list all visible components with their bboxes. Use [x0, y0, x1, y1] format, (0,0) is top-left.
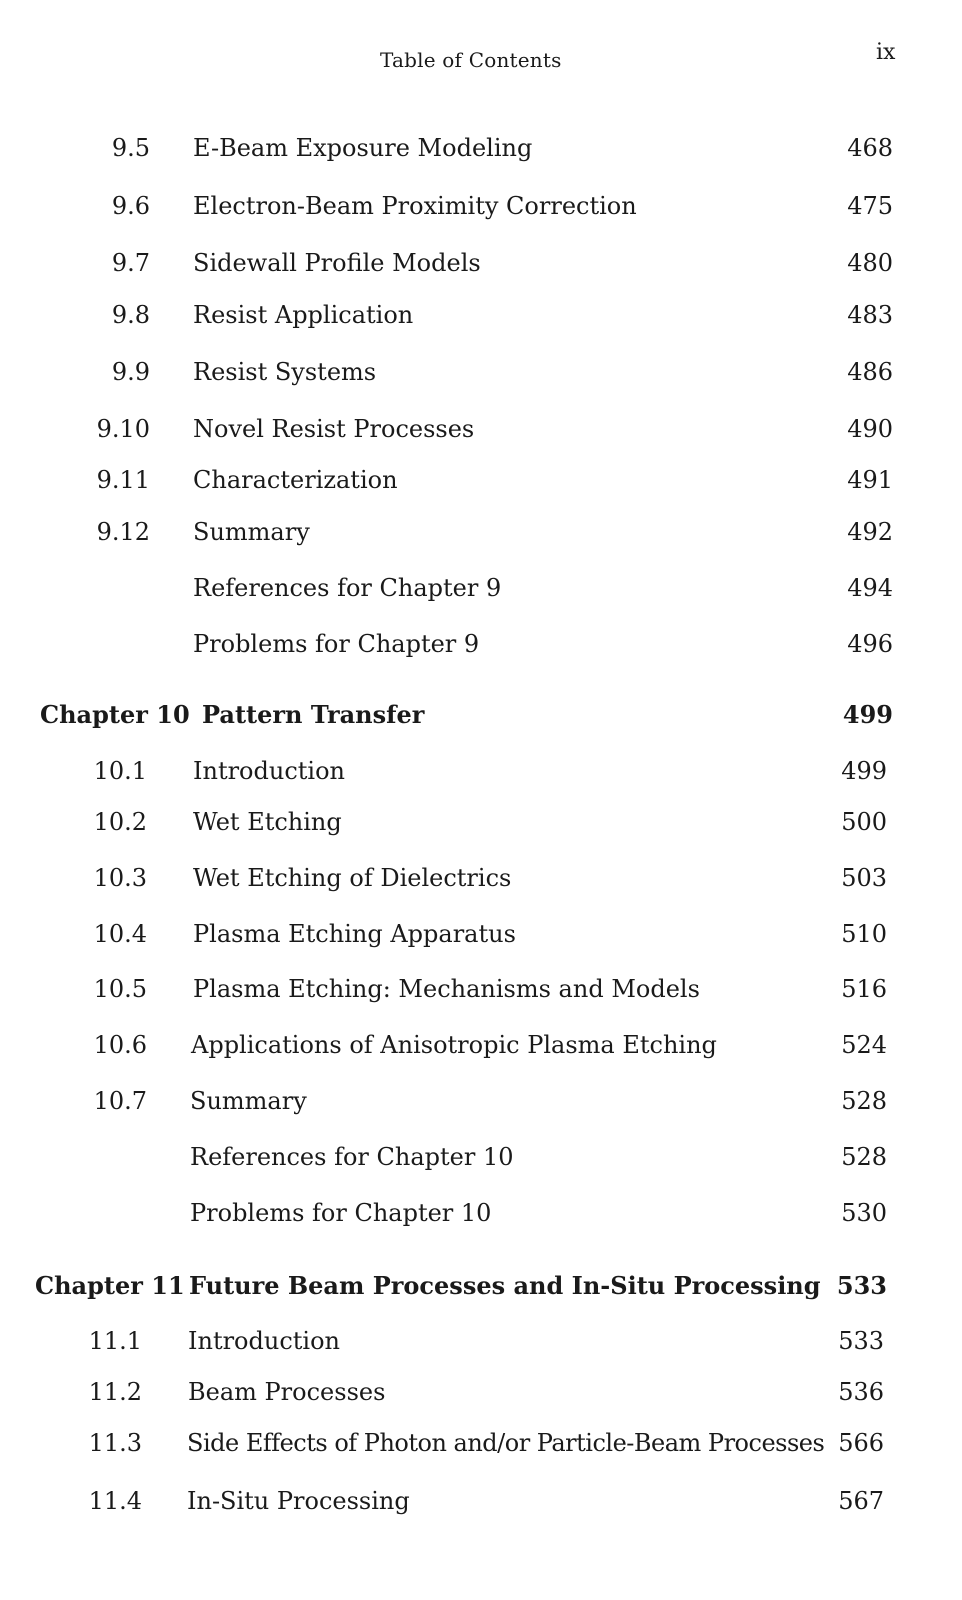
section-page: 516	[841, 975, 887, 1003]
chapter-label: Chapter 10	[40, 700, 190, 729]
section-title: Resist Application	[193, 301, 414, 329]
section-number: 10.5	[93, 975, 147, 1003]
section-number: 9.9	[111, 358, 150, 386]
section-number: 11.3	[88, 1429, 142, 1457]
toc-entry	[0, 1027, 962, 1063]
section-title: Beam Processes	[188, 1378, 386, 1406]
toc-entry	[0, 1374, 962, 1410]
section-number: 9.10	[96, 415, 150, 443]
section-page: 530	[841, 1199, 887, 1227]
toc-entry	[0, 354, 962, 390]
toc-entry	[0, 130, 962, 166]
toc-entry	[0, 514, 962, 550]
section-title: Side Effects of Photon and/or Particle-Beam Processes	[187, 1429, 825, 1457]
section-page: 524	[841, 1031, 887, 1059]
section-number: 9.7	[111, 249, 150, 277]
section-number: 11.1	[88, 1327, 142, 1355]
toc-entry	[0, 245, 962, 281]
section-title: Plasma Etching Apparatus	[193, 920, 516, 948]
chapter-label: Chapter 11	[35, 1271, 185, 1300]
section-page: 496	[847, 630, 893, 658]
section-number: 10.1	[93, 757, 147, 785]
section-number: 10.2	[93, 808, 147, 836]
section-title: Sidewall Profile Models	[193, 249, 481, 277]
section-title: Characterization	[193, 466, 398, 494]
section-title: Problems for Chapter 10	[190, 1199, 492, 1227]
section-number: 11.2	[88, 1378, 142, 1406]
section-page: 475	[847, 192, 893, 220]
section-title: Wet Etching	[193, 808, 342, 836]
section-title: Introduction	[193, 757, 345, 785]
section-number: 9.5	[111, 134, 150, 162]
toc-entry	[0, 297, 962, 333]
section-title: Summary	[193, 518, 310, 546]
section-page: 528	[841, 1143, 887, 1171]
chapter-heading	[0, 697, 962, 733]
section-page: 490	[847, 415, 893, 443]
section-title: Electron-Beam Proximity Correction	[193, 192, 637, 220]
chapter-page: 499	[842, 700, 893, 729]
section-page: 492	[847, 518, 893, 546]
section-title: Summary	[190, 1087, 307, 1115]
section-page: 510	[841, 920, 887, 948]
section-page: 533	[838, 1327, 884, 1355]
section-number: 10.3	[93, 864, 147, 892]
toc-entry	[0, 1323, 962, 1359]
chapter-heading	[0, 1268, 962, 1304]
toc-entry	[0, 916, 962, 952]
section-page: 494	[847, 574, 893, 602]
section-page: 491	[847, 466, 893, 494]
section-title: References for Chapter 10	[190, 1143, 514, 1171]
section-page: 500	[841, 808, 887, 836]
section-page: 566	[838, 1429, 884, 1457]
section-number: 11.4	[88, 1487, 142, 1515]
toc-entry	[0, 1425, 962, 1461]
section-number: 10.6	[93, 1031, 147, 1059]
section-page: 483	[847, 301, 893, 329]
chapter-page: 533	[836, 1271, 887, 1300]
section-title: Applications of Anisotropic Plasma Etching	[191, 1031, 717, 1059]
running-head-title: Table of Contents	[380, 48, 562, 72]
section-page: 536	[838, 1378, 884, 1406]
toc-entry	[0, 1195, 962, 1231]
section-number: 10.4	[93, 920, 147, 948]
section-title: E-Beam Exposure Modeling	[193, 134, 533, 162]
section-title: Resist Systems	[193, 358, 377, 386]
section-title: References for Chapter 9	[193, 574, 502, 602]
section-page: 567	[838, 1487, 884, 1515]
section-page: 503	[841, 864, 887, 892]
section-page: 499	[841, 757, 887, 785]
section-title: In-Situ Processing	[187, 1487, 410, 1515]
chapter-title: Future Beam Processes and In-Situ Processing	[189, 1271, 821, 1300]
toc-entry	[0, 1083, 962, 1119]
section-title: Novel Resist Processes	[193, 415, 475, 443]
toc-entry	[0, 804, 962, 840]
toc-entry	[0, 753, 962, 789]
section-number: 9.12	[96, 518, 150, 546]
toc-entry	[0, 626, 962, 662]
toc-entry	[0, 860, 962, 896]
toc-entry	[0, 462, 962, 498]
section-page: 486	[847, 358, 893, 386]
section-page: 528	[841, 1087, 887, 1115]
section-number: 9.11	[96, 466, 150, 494]
section-title: Plasma Etching: Mechanisms and Models	[193, 975, 700, 1003]
section-page: 480	[847, 249, 893, 277]
toc-entry	[0, 570, 962, 606]
section-page: 468	[847, 134, 893, 162]
toc-entry	[0, 411, 962, 447]
page-number: ix	[876, 40, 896, 65]
section-title: Problems for Chapter 9	[193, 630, 480, 658]
toc-entry	[0, 1139, 962, 1175]
section-number: 9.8	[111, 301, 150, 329]
section-number: 9.6	[111, 192, 150, 220]
toc-entry	[0, 188, 962, 224]
section-title: Wet Etching of Dielectrics	[193, 864, 512, 892]
chapter-title: Pattern Transfer	[202, 700, 425, 729]
section-title: Introduction	[188, 1327, 340, 1355]
toc-entry	[0, 971, 962, 1007]
toc-entry	[0, 1483, 962, 1519]
section-number: 10.7	[93, 1087, 147, 1115]
